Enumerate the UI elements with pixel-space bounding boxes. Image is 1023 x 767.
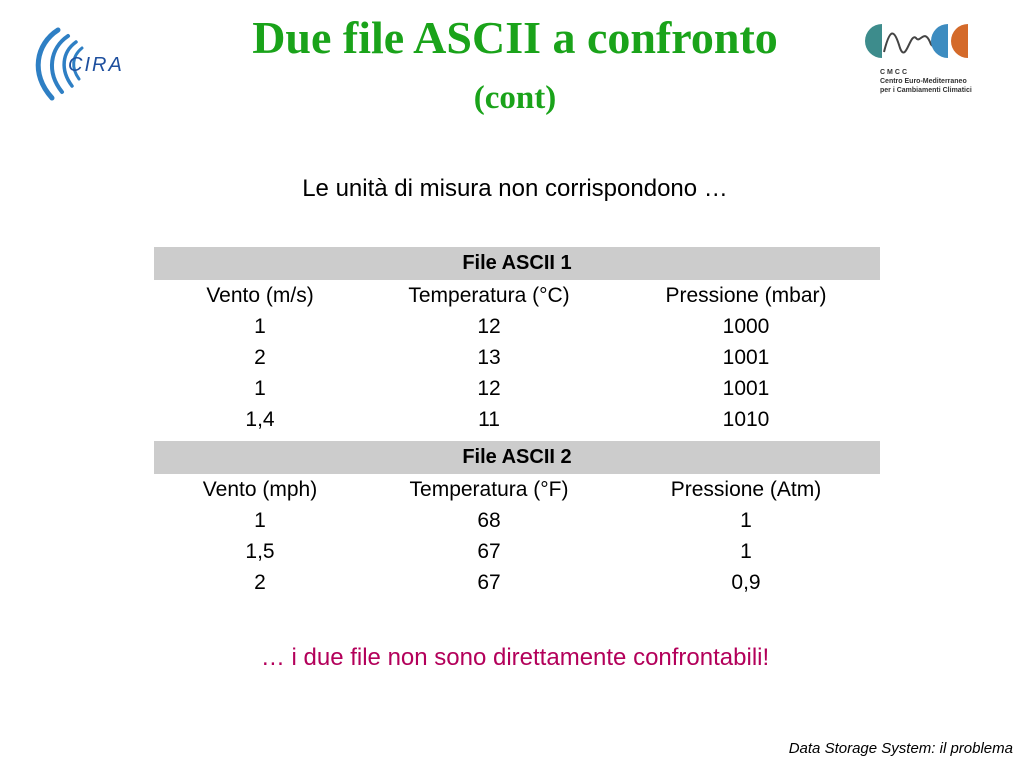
- table-cell: 2: [254, 346, 266, 369]
- table-file-ascii-1: [154, 247, 880, 435]
- table-cell: 1: [254, 377, 266, 400]
- table-cell: 13: [477, 346, 501, 369]
- table-cell: 68: [477, 509, 501, 532]
- table-header: File ASCII 1: [154, 247, 880, 280]
- column-headers: [154, 474, 880, 505]
- column-headers: [154, 280, 880, 311]
- table-cell: 1: [254, 315, 266, 338]
- svg-text:CIRA: CIRA: [68, 54, 124, 76]
- cira-logo: [18, 22, 150, 104]
- table-cell: 1: [740, 509, 752, 532]
- table-cell: 1,5: [245, 540, 275, 563]
- table-row: [154, 311, 880, 342]
- table-row: [154, 373, 880, 404]
- cmcc-caption: [880, 68, 972, 95]
- table-cell: 67: [477, 540, 501, 563]
- intro-text: Le unità di misura non corrispondono …: [302, 175, 728, 202]
- table-row: [154, 342, 880, 373]
- column-header: Pressione (mbar): [665, 284, 827, 307]
- table-row: [154, 404, 880, 435]
- table-row: [154, 567, 880, 598]
- table-header: File ASCII 2: [154, 441, 880, 474]
- cmcc-line2: per i Cambiamenti Climatici: [880, 87, 972, 94]
- cmcc-logo: [860, 18, 996, 106]
- table-cell: 1010: [722, 408, 770, 431]
- column-header: Pressione (Atm): [670, 478, 822, 501]
- table-row: [154, 505, 880, 536]
- table-cell: 1: [740, 540, 752, 563]
- table-file-ascii-2: [154, 441, 880, 598]
- slide-title: Due file ASCII a confronto: [252, 12, 778, 63]
- table-cell: 0,9: [731, 571, 761, 594]
- table-cell: 1: [254, 509, 266, 532]
- table-cell: 12: [477, 377, 501, 400]
- table-cell: 11: [478, 408, 500, 431]
- table-cell: 1001: [722, 377, 770, 400]
- column-header: Vento (m/s): [206, 284, 314, 307]
- table-cell: 67: [477, 571, 501, 594]
- column-header: Temperatura (°F): [409, 478, 569, 501]
- column-header: Vento (mph): [202, 478, 318, 501]
- cmcc-wave-icon: [860, 18, 996, 66]
- table-cell: 1,4: [245, 408, 275, 431]
- table-cell: 12: [477, 315, 501, 338]
- table-cell: 1000: [722, 315, 770, 338]
- conclusion-text: … i due file non sono direttamente confrontabili!: [260, 644, 770, 671]
- table-cell: 1001: [722, 346, 770, 369]
- cmcc-abbr: CMCC: [880, 69, 909, 76]
- column-header: Temperatura (°C): [408, 284, 570, 307]
- table-cell: 2: [254, 571, 266, 594]
- slide-subtitle: (cont): [473, 80, 557, 116]
- footer-text: Data Storage System: il problema: [788, 740, 1013, 757]
- cmcc-line1: Centro Euro-Mediterraneo: [880, 78, 967, 85]
- table-row: [154, 536, 880, 567]
